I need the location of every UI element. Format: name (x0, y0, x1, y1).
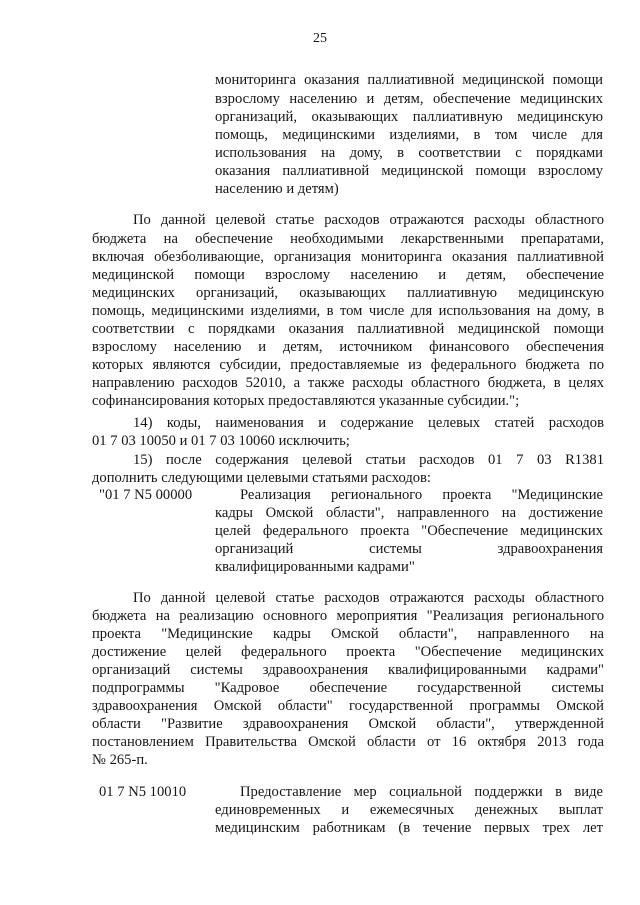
text-line: целей федерального проекта "Обеспечение медицинских (215, 523, 603, 539)
text-line: кадры Омской области", направленного на достижение (215, 505, 603, 521)
text-line: соответствии с порядками оказания паллиативной медицинской помощи (92, 321, 604, 337)
text-line: медицинской помощи взрослому населению и детям, обеспечение (92, 267, 604, 283)
text-line: квалифицированными кадрами" (215, 559, 415, 575)
text-line: медицинским работникам (в течение первых трех лет (215, 820, 603, 836)
text-line: организаций, оказывающих паллиативную медицинскую (215, 109, 603, 125)
text-line: населению и детям) (215, 181, 339, 197)
text-line: медицинских организаций, оказывающих паллиативную медицинскую (92, 285, 604, 301)
text-line: проекта "Медицинские кадры Омской области", направленного на (92, 626, 604, 642)
text-line: подпрограммы "Кадровое обеспечение государственной системы (92, 680, 604, 696)
text-line: направлению расходов 52010, а также расходы областного бюджета, в целях (92, 375, 604, 391)
text-line: 14) коды, наименования и содержание целевых статей расходов (133, 415, 604, 431)
text-line: постановлением Правительства Омской области от 16 октября 2013 года (92, 734, 604, 750)
text-line: Реализация регионального проекта "Медицинские (240, 487, 603, 503)
text-line: оказания паллиативной медицинской помощи взрослому (215, 163, 603, 179)
text-line: здравоохранения Омской области" государственной программы Омской (92, 698, 604, 714)
text-line: дополнить следующими целевыми статьями расходов: (92, 470, 431, 486)
text-line: взрослому населению и детям, обеспечение медицинских (215, 91, 603, 107)
text-line: взрослому населению и детям, источником финансового обеспечения (92, 339, 604, 355)
text-line: По данной целевой статье расходов отражаются расходы областного (133, 212, 604, 228)
text-line: включая обезболивающие, организация мониторинга оказания паллиативной (92, 249, 604, 265)
text-line: организаций системы здравоохранения (215, 541, 603, 557)
text-line: Предоставление мер социальной поддержки в виде (240, 784, 603, 800)
entry-code: "01 7 N5 00000 (99, 487, 193, 503)
text-line: № 265-п. (92, 752, 148, 768)
text-line: софинансирования которых предоставляются указанные субсидии."; (92, 393, 520, 409)
page-number: 25 (313, 31, 327, 46)
text-line: достижение целей федерального проекта "Обеспечение медицинских (92, 644, 604, 660)
text-line: помощь, медицинскими изделиями, в том числе для (215, 127, 603, 143)
text-line: помощь, медицинскими изделиями, в том числе для использования на дому, в (92, 303, 604, 319)
text-line: мониторинга оказания паллиативной медицинской помощи (215, 72, 603, 88)
text-line: организаций системы здравоохранения квалифицированными кадрами" (92, 662, 604, 678)
text-line: области "Развитие здравоохранения Омской области", утвержденной (92, 716, 604, 732)
text-line: которых являются субсидии, предоставляемые из федерального бюджета по (92, 357, 604, 373)
text-line: бюджета на обеспечение необходимыми лекарственными препаратами, (92, 231, 604, 247)
text-line: 01 7 03 10050 и 01 7 03 10060 исключить; (92, 433, 350, 449)
text-line: бюджета на реализацию основного мероприятия "Реализация регионального (92, 608, 604, 624)
text-line: По данной целевой статье расходов отражаются расходы областного (133, 590, 604, 606)
text-line: 15) после содержания целевой статьи расходов 01 7 03 R1381 (133, 452, 604, 468)
text-line: использования на дому, в соответствии с порядками (215, 145, 603, 161)
entry-code: 01 7 N5 10010 (99, 784, 187, 800)
text-line: единовременных и ежемесячных денежных выплат (215, 802, 603, 818)
